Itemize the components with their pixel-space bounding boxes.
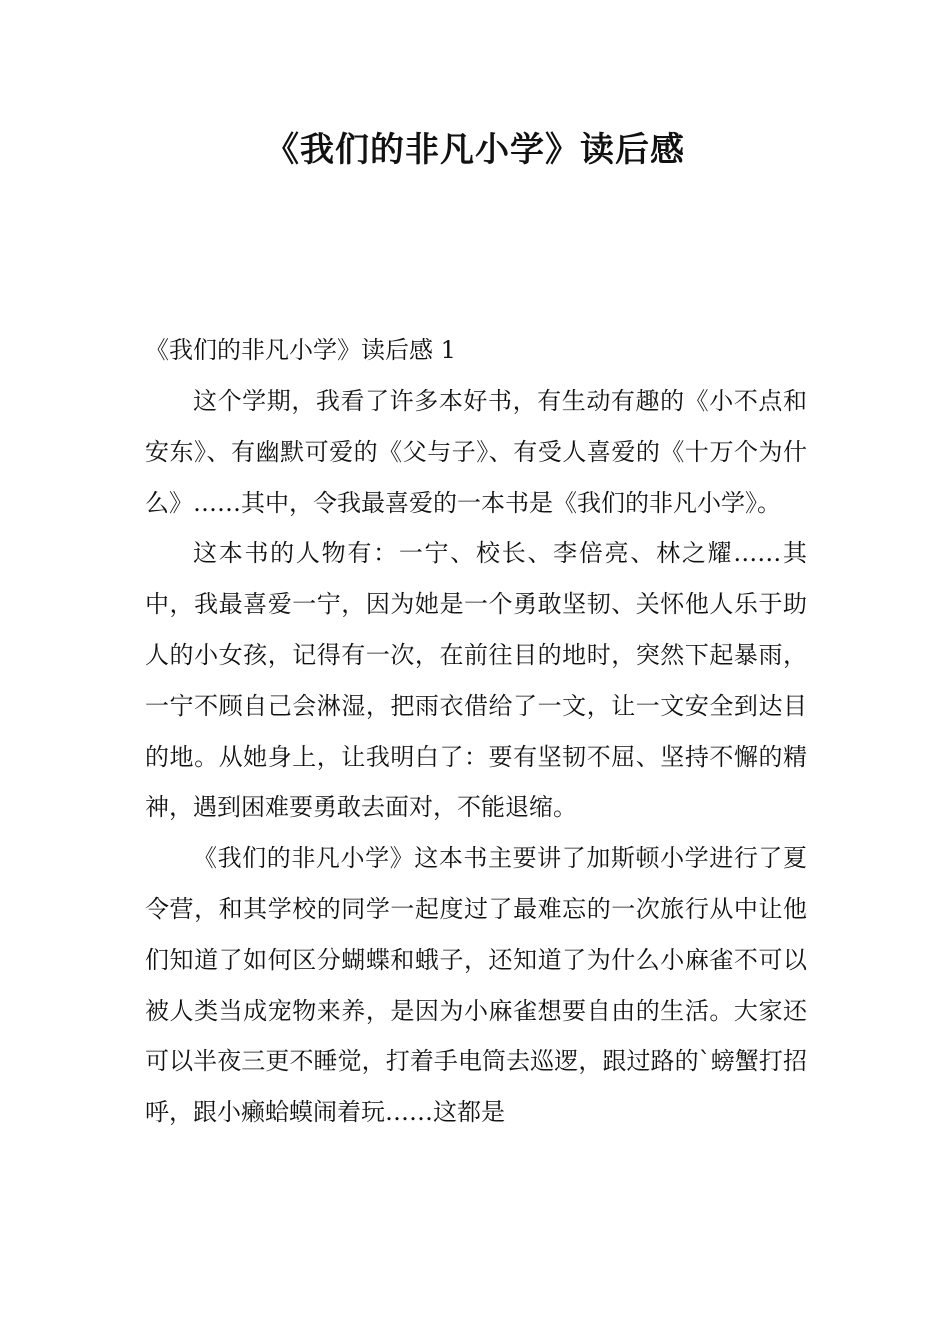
section-heading: 《我们的非凡小学》读后感 1 xyxy=(145,336,456,364)
paragraph-2: 这本书的人物有：一宁、校长、李倍亮、林之耀……其中，我最喜爱一宁，因为她是一个勇敢坚韧、关怀他人乐于助人的小女孩，记得有一次，在前往目的地时，突然下起暴雨，一宁不顾自己会淋湿，把雨衣借给了一文，让一文安全到达目的地。从她身上，让我明白了：要有坚韧不屈、坚持不懈的精神，遇到困难要勇敢去面对，不能退缩。 xyxy=(145,539,807,822)
document-body xyxy=(145,332,807,1138)
paragraph-3: 《我们的非凡小学》这本书主要讲了加斯顿小学进行了夏令营，和其学校的同学一起度过了最难忘的一次旅行从中让他们知道了如何区分蝴蝶和蛾子，还知道了为什么小麻雀不可以被人类当成宠物来养，是因为小麻雀想要自由的生活。大家还可以半夜三更不睡觉，打着手电筒去巡逻，跟过路的`螃蟹打招呼，跟小癞蛤蟆闹着玩……这都是 xyxy=(145,844,807,1127)
paragraph-1: 这个学期，我看了许多本好书，有生动有趣的《小不点和安东》、有幽默可爱的《父与子》、有受人喜爱的《十万个为什么》……其中，令我最喜爱的一本书是《我们的非凡小学》。 xyxy=(145,387,807,517)
document-title: 《我们的非凡小学》读后感 xyxy=(265,130,685,170)
